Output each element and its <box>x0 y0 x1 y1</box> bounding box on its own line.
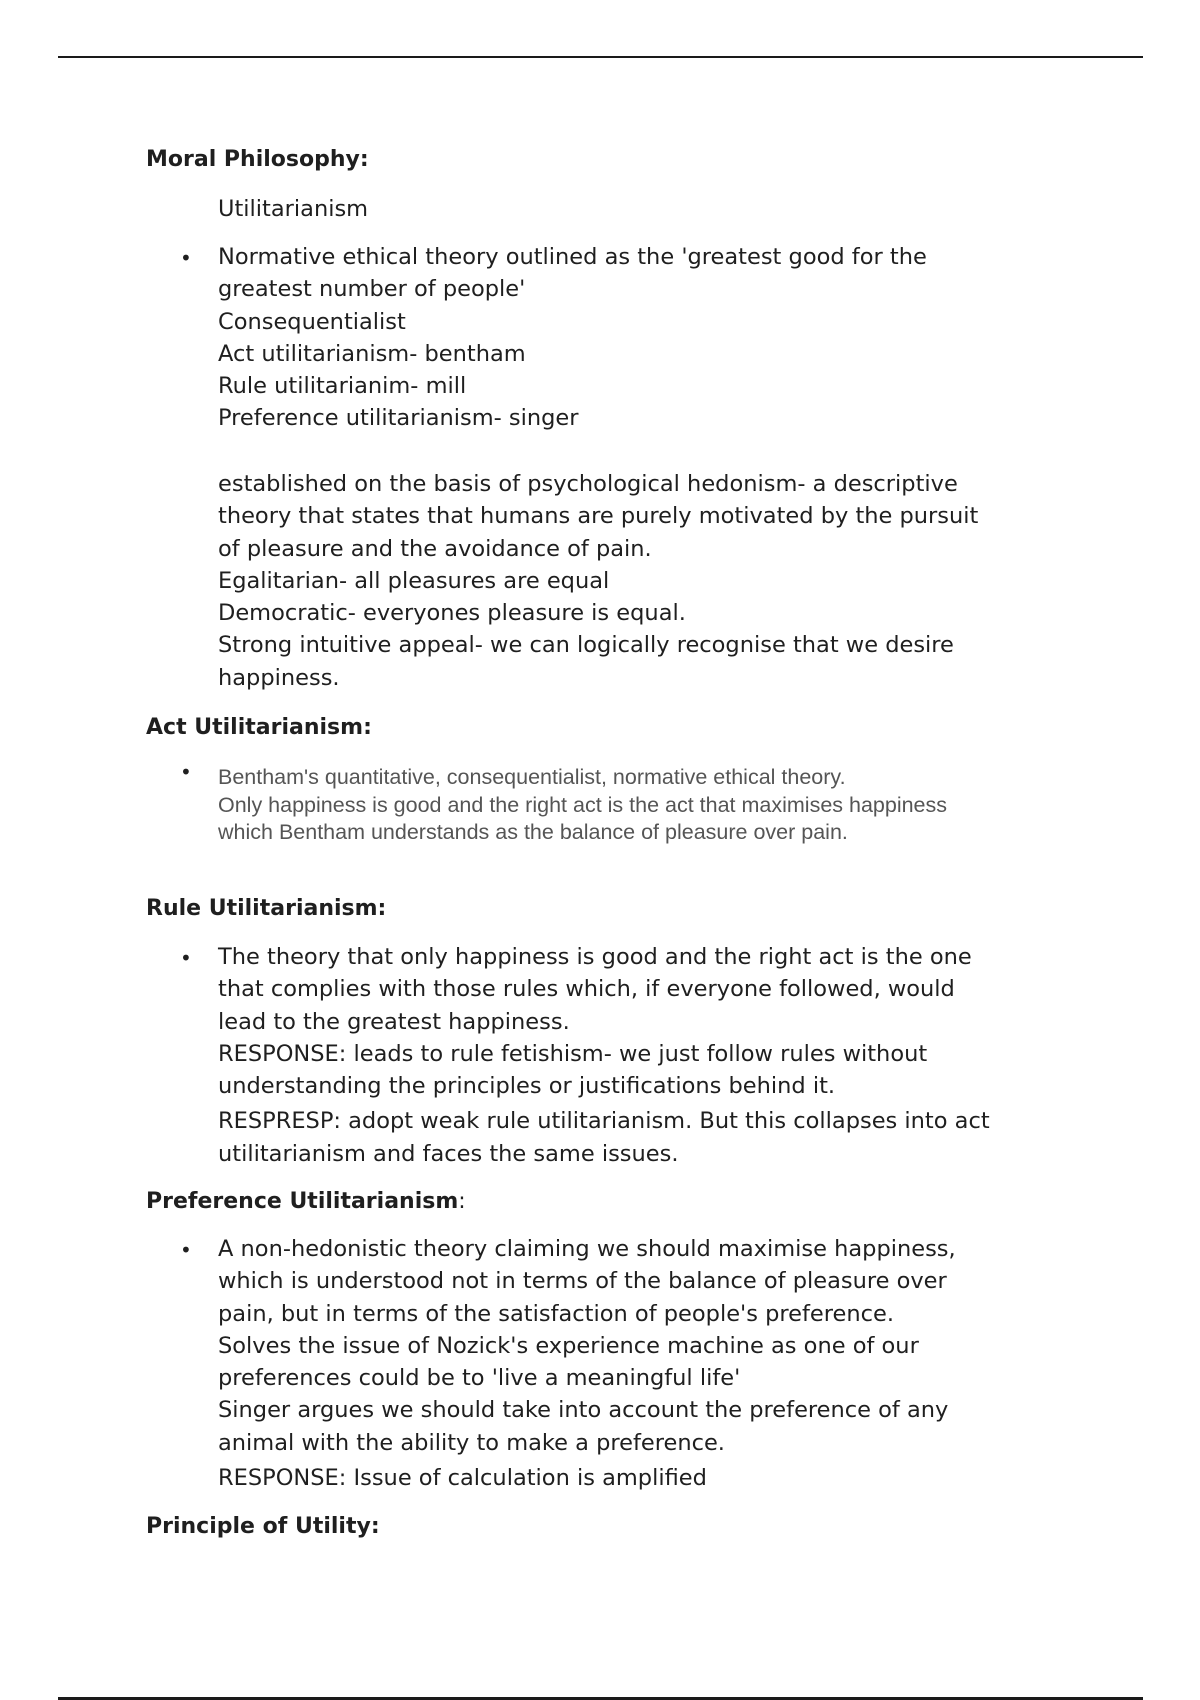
bullet-marker: • <box>180 246 192 270</box>
text-line: A non-hedonistic theory claiming we should maximise happiness, <box>218 1236 956 1262</box>
text-line: greatest number of people' <box>218 276 526 303</box>
text-line: theory that states that humans are purely motivated by the pursuit <box>218 503 979 530</box>
rule-bullet-text <box>218 941 990 1170</box>
text-line: animal with the ability to make a preference. <box>218 1429 725 1456</box>
heading-preference-utilitarianism <box>146 1187 466 1217</box>
bullet-marker: • <box>180 1238 192 1262</box>
text-line: Bentham's quantitative, consequentialist, normative ethical theory. <box>218 765 846 789</box>
text-line: lead to the greatest happiness. <box>218 1008 570 1035</box>
text-line: Preference utilitarianism- singer <box>218 405 579 432</box>
heading-act-utilitarianism: Act Utilitarianism: <box>146 715 372 740</box>
text-line: that complies with those rules which, if everyone followed, would <box>218 976 955 1003</box>
text-line: preferences could be to 'live a meaningful life' <box>218 1365 741 1392</box>
text-line: Act utilitarianism- bentham <box>218 340 526 367</box>
bullet-marker: • <box>180 760 192 784</box>
heading-principle-of-utility: Principle of Utility: <box>146 1514 380 1539</box>
subheading-utilitarianism: Utilitarianism <box>218 196 369 222</box>
act-bullet-text <box>218 764 947 847</box>
text-line: happiness. <box>218 664 340 691</box>
heading-moral-philosophy: Moral Philosophy: <box>146 147 369 172</box>
text-line: Strong intuitive appeal- we can logically recognise that we desire <box>218 632 954 659</box>
text-line: which Bentham understands as the balance of pleasure over pain. <box>218 820 848 844</box>
preference-bullet-text <box>218 1233 956 1494</box>
text-line: Rule utilitarianim- mill <box>218 373 467 400</box>
top-rule <box>58 56 1143 58</box>
text-line: RESPRESP: adopt weak rule utilitarianism. But this collapses into act <box>218 1108 990 1135</box>
text-line: utilitarianism and faces the same issues. <box>218 1140 679 1167</box>
moral-bullet-text <box>218 241 927 435</box>
text-line: Solves the issue of Nozick's experience machine as one of our <box>218 1332 919 1359</box>
text-line: Consequentialist <box>218 308 406 335</box>
text-line: Egalitarian- all pleasures are equal <box>218 567 610 594</box>
text-line: which is understood not in terms of the balance of pleasure over <box>218 1268 947 1295</box>
bullet-marker: • <box>180 946 192 970</box>
text-line: of pleasure and the avoidance of pain. <box>218 535 652 562</box>
text-line: RESPONSE: leads to rule fetishism- we just follow rules without <box>218 1040 928 1067</box>
text-line: established on the basis of psychological hedonism- a descriptive <box>218 471 958 497</box>
text-line: Normative ethical theory outlined as the 'greatest good for the <box>218 244 927 270</box>
text-line: The theory that only happiness is good and the right act is the one <box>218 944 972 970</box>
text-line: Only happiness is good and the right act is the act that maximises happiness <box>218 792 948 817</box>
heading-rule-utilitarianism: Rule Utilitarianism: <box>146 896 387 921</box>
text-line: RESPONSE: Issue of calculation is amplified <box>218 1465 707 1492</box>
text-line: Singer argues we should take into account the preference of any <box>218 1397 949 1424</box>
heading-text: Preference Utilitarianism <box>146 1189 459 1214</box>
moral-extra-text <box>218 468 978 694</box>
text-line: pain, but in terms of the satisfaction of people's preference. <box>218 1300 894 1327</box>
heading-colon: : <box>458 1189 466 1214</box>
text-line: understanding the principles or justifications behind it. <box>218 1073 836 1100</box>
text-line: Democratic- everyones pleasure is equal. <box>218 600 686 627</box>
